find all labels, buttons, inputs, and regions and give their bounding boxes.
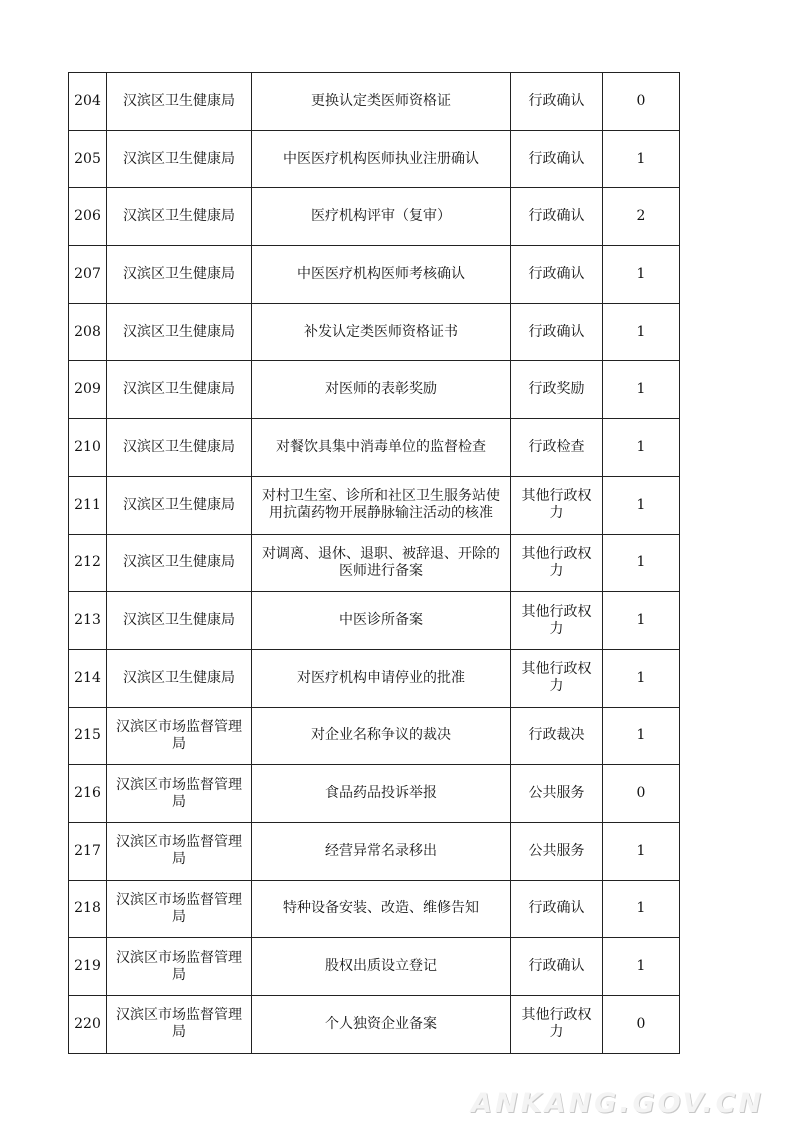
records-table	[68, 72, 680, 1054]
cell-department: 汉滨区卫生健康局	[107, 419, 252, 477]
cell-item-name: 中医医疗机构医师执业注册确认	[252, 130, 511, 188]
cell-count: 1	[603, 592, 680, 650]
cell-department: 汉滨区市场监督管理局	[107, 765, 252, 823]
cell-number: 220	[69, 996, 107, 1054]
cell-department: 汉滨区卫生健康局	[107, 188, 252, 246]
cell-department: 汉滨区卫生健康局	[107, 534, 252, 592]
cell-item-name: 补发认定类医师资格证书	[252, 303, 511, 361]
table-row	[69, 73, 680, 131]
cell-department: 汉滨区卫生健康局	[107, 246, 252, 304]
cell-number: 219	[69, 938, 107, 996]
table-row	[69, 592, 680, 650]
cell-count: 1	[603, 246, 680, 304]
cell-number: 204	[69, 73, 107, 131]
cell-count: 1	[603, 649, 680, 707]
table-row	[69, 246, 680, 304]
cell-item-name: 对调离、退休、退职、被辞退、开除的医师进行备案	[252, 534, 511, 592]
cell-item-name: 特种设备安装、改造、维修告知	[252, 880, 511, 938]
cell-category: 行政确认	[511, 246, 603, 304]
cell-count: 1	[603, 303, 680, 361]
cell-item-name: 医疗机构评审（复审）	[252, 188, 511, 246]
cell-number: 210	[69, 419, 107, 477]
cell-item-name: 对企业名称争议的裁决	[252, 707, 511, 765]
table-row	[69, 707, 680, 765]
table-row	[69, 765, 680, 823]
cell-item-name: 个人独资企业备案	[252, 996, 511, 1054]
cell-category: 行政裁决	[511, 707, 603, 765]
cell-category: 公共服务	[511, 765, 603, 823]
cell-count: 1	[603, 938, 680, 996]
table-row	[69, 130, 680, 188]
cell-item-name: 对医师的表彰奖励	[252, 361, 511, 419]
table-row	[69, 996, 680, 1054]
cell-count: 0	[603, 765, 680, 823]
cell-count: 1	[603, 880, 680, 938]
cell-department: 汉滨区卫生健康局	[107, 361, 252, 419]
cell-count: 2	[603, 188, 680, 246]
cell-category: 行政奖励	[511, 361, 603, 419]
cell-number: 211	[69, 476, 107, 534]
cell-count: 1	[603, 130, 680, 188]
cell-category: 行政确认	[511, 303, 603, 361]
cell-category: 其他行政权力	[511, 534, 603, 592]
table-row	[69, 361, 680, 419]
cell-number: 206	[69, 188, 107, 246]
cell-category: 行政确认	[511, 938, 603, 996]
cell-item-name: 更换认定类医师资格证	[252, 73, 511, 131]
cell-count: 0	[603, 996, 680, 1054]
cell-item-name: 中医诊所备案	[252, 592, 511, 650]
cell-department: 汉滨区市场监督管理局	[107, 822, 252, 880]
cell-count: 1	[603, 707, 680, 765]
table-row	[69, 534, 680, 592]
cell-item-name: 对餐饮具集中消毒单位的监督检查	[252, 419, 511, 477]
cell-department: 汉滨区市场监督管理局	[107, 880, 252, 938]
cell-number: 218	[69, 880, 107, 938]
cell-count: 1	[603, 419, 680, 477]
cell-category: 行政检查	[511, 419, 603, 477]
cell-department: 汉滨区卫生健康局	[107, 303, 252, 361]
cell-number: 216	[69, 765, 107, 823]
cell-department: 汉滨区卫生健康局	[107, 130, 252, 188]
table-row	[69, 303, 680, 361]
cell-department: 汉滨区市场监督管理局	[107, 938, 252, 996]
site-watermark: ANKANG.GOV.CN	[471, 1088, 764, 1119]
cell-category: 行政确认	[511, 880, 603, 938]
cell-count: 1	[603, 361, 680, 419]
cell-item-name: 对村卫生室、诊所和社区卫生服务站使用抗菌药物开展静脉输注活动的核准	[252, 476, 511, 534]
cell-department: 汉滨区市场监督管理局	[107, 996, 252, 1054]
cell-count: 1	[603, 534, 680, 592]
cell-item-name: 对医疗机构申请停业的批准	[252, 649, 511, 707]
cell-number: 212	[69, 534, 107, 592]
cell-number: 208	[69, 303, 107, 361]
cell-department: 汉滨区卫生健康局	[107, 476, 252, 534]
cell-number: 215	[69, 707, 107, 765]
table-row	[69, 419, 680, 477]
cell-item-name: 股权出质设立登记	[252, 938, 511, 996]
table-row	[69, 822, 680, 880]
cell-category: 其他行政权力	[511, 996, 603, 1054]
table-row	[69, 880, 680, 938]
cell-count: 1	[603, 476, 680, 534]
cell-department: 汉滨区卫生健康局	[107, 73, 252, 131]
cell-number: 214	[69, 649, 107, 707]
cell-category: 行政确认	[511, 130, 603, 188]
cell-department: 汉滨区卫生健康局	[107, 592, 252, 650]
cell-number: 205	[69, 130, 107, 188]
cell-item-name: 中医医疗机构医师考核确认	[252, 246, 511, 304]
cell-number: 217	[69, 822, 107, 880]
cell-count: 1	[603, 822, 680, 880]
cell-category: 其他行政权力	[511, 476, 603, 534]
cell-number: 207	[69, 246, 107, 304]
table-row	[69, 188, 680, 246]
cell-category: 行政确认	[511, 73, 603, 131]
cell-item-name: 食品药品投诉举报	[252, 765, 511, 823]
cell-category: 行政确认	[511, 188, 603, 246]
cell-count: 0	[603, 73, 680, 131]
cell-number: 213	[69, 592, 107, 650]
table-row	[69, 938, 680, 996]
cell-department: 汉滨区市场监督管理局	[107, 707, 252, 765]
cell-item-name: 经营异常名录移出	[252, 822, 511, 880]
cell-category: 其他行政权力	[511, 649, 603, 707]
table-row	[69, 649, 680, 707]
cell-category: 公共服务	[511, 822, 603, 880]
cell-department: 汉滨区卫生健康局	[107, 649, 252, 707]
cell-number: 209	[69, 361, 107, 419]
cell-category: 其他行政权力	[511, 592, 603, 650]
table-row	[69, 476, 680, 534]
